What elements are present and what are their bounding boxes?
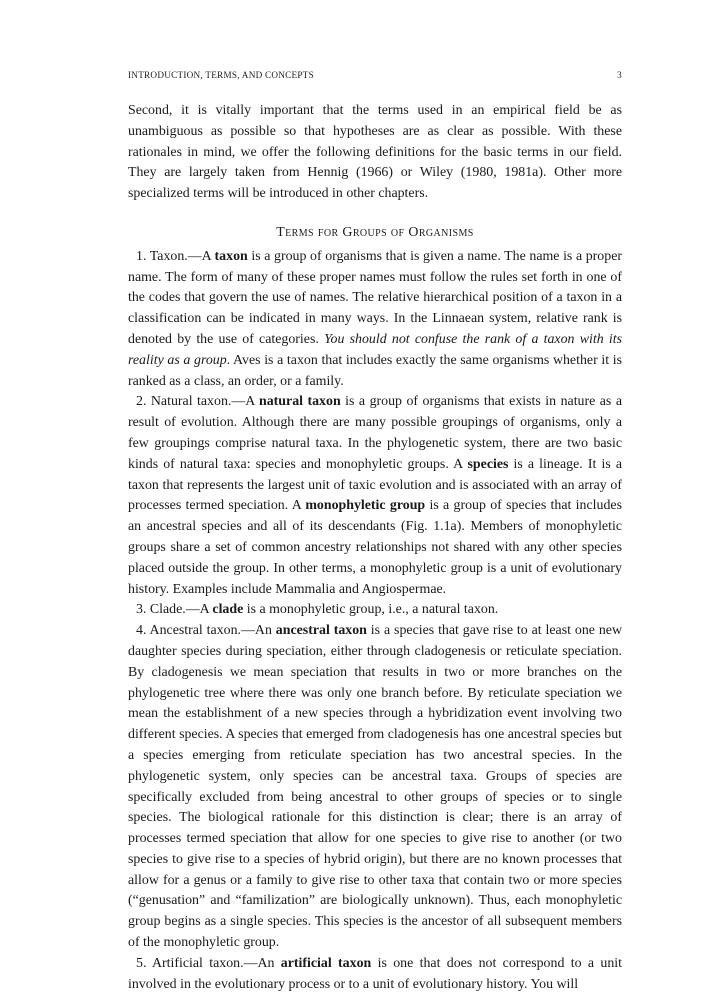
paragraph-text: . Aves is a taxon that includes exactly the same organisms whether it is ranked as a class, an order, or a family. — [128, 352, 622, 389]
paragraph-clade — [128, 600, 622, 621]
italic-emphasis: You should not confuse the rank of a taxon with its reality as a group — [128, 331, 623, 368]
defined-term: monophyletic group — [305, 498, 426, 514]
paragraph-artificial-taxon — [128, 954, 622, 995]
paragraph-taxon — [128, 247, 622, 393]
paragraph-text: is one that does not correspond to a unit involved in the evolutionary process or to a unit of evolutionary history. You will — [128, 955, 622, 992]
paragraph-text: is a monophyletic group, i.e., a natural taxon. — [243, 602, 499, 618]
defined-term: ancestral taxon — [275, 623, 367, 639]
paragraph-lead: 5. Artificial taxon.—An — [136, 955, 281, 971]
running-head-title: INTRODUCTION, TERMS, AND CONCEPTS — [128, 70, 314, 80]
paragraph-ancestral-taxon — [128, 621, 622, 954]
paragraph-text: is a species that gave rise to at least one new daughter species during speciation, either through cladogenesis or reticulate speciation. By cladogenesis we mean speciation that results in two or more branches on the phylogenetic tree where there was only one branch before. By reticulate speciation we mean the establishment of a new species through a hybridization event involving two different species. A species that emerged from cladogenesis has one ancestral species but a species emerging from reticulate speciation has two ancestral species. In the phylogenetic system, only species can be ancestral taxa. Groups of species are specifically excluded from being ancestral to other groups of species or to single species. The biological rationale for this distinction is clear; there is an array of processes termed speciation that allow for one species to give rise to another (or two species to give rise to a species of hybrid origin), but there are no known processes that allow for a genus or a family to give rise to other taxa that contain two or more species (“genusation” and “familization” are biologically unknown). Thus, each monophyletic group begins as a single species. This species is the ancestor of all subsequent members of the monophyletic group. — [128, 623, 622, 951]
paragraph-lead: 4. Ancestral taxon.—An — [136, 623, 276, 639]
paragraph-lead: 2. Natural taxon.—A — [136, 394, 260, 410]
paragraph-text: is a group of organisms that exists in nature as a result of evolution. Although there are many possible groupings of organisms, only a few groupings comprise natural taxa. In the phylogenetic system, there are two basic kinds of natural taxa: species and monophyletic groups. A — [128, 394, 622, 472]
defined-term: clade — [212, 602, 244, 618]
paragraph-lead: 3. Clade.—A — [136, 602, 213, 618]
body-text — [128, 101, 622, 995]
paragraph-text: is a group of organisms that is given a name. The name is a proper name. The form of many of these proper names must follow the rules set forth in one of the codes that govern the use of names. The relative hierarchical position of a taxon in a classification can be indicated in many ways. In the Linnaean system, relative rank is denoted by the use of categories. — [128, 248, 622, 347]
paragraph-natural-taxon — [128, 392, 622, 600]
defined-term: taxon — [214, 248, 248, 264]
section-heading: Terms for Groups of Organisms — [276, 224, 474, 240]
running-head — [128, 70, 622, 80]
intro-paragraph: Second, it is vitally important that the terms used in an empirical field be as unambiguous as possible so that hypotheses are as clear as possible. With these rationales in mind, we offer the following definitions for the basic terms in our field. They are largely taken from Hennig (1966) or Wiley (1980, 1981a). Other more specialized terms will be introduced in other chapters. — [128, 103, 622, 202]
page-number: 3 — [617, 70, 622, 80]
defined-term: natural taxon — [259, 394, 341, 410]
defined-term: artificial taxon — [280, 955, 372, 971]
paragraph-text: is a lineage. It is a taxon that represents the largest unit of taxic evolution and is associated with an array of processes termed speciation. A — [128, 456, 622, 514]
defined-term: species — [467, 456, 509, 472]
paragraph-text: is a group of species that includes an ancestral species and all of its descendants (Fig. 1.1a). Members of monophyletic groups share a set of common ancestry relationships not shared with any other species placed outside the group. In other terms, a monophyletic group is a unit of evolutionary history. Examples include Mammalia and Angiospermae. — [128, 498, 622, 597]
paragraph-lead: 1. Taxon.—A — [136, 248, 215, 264]
